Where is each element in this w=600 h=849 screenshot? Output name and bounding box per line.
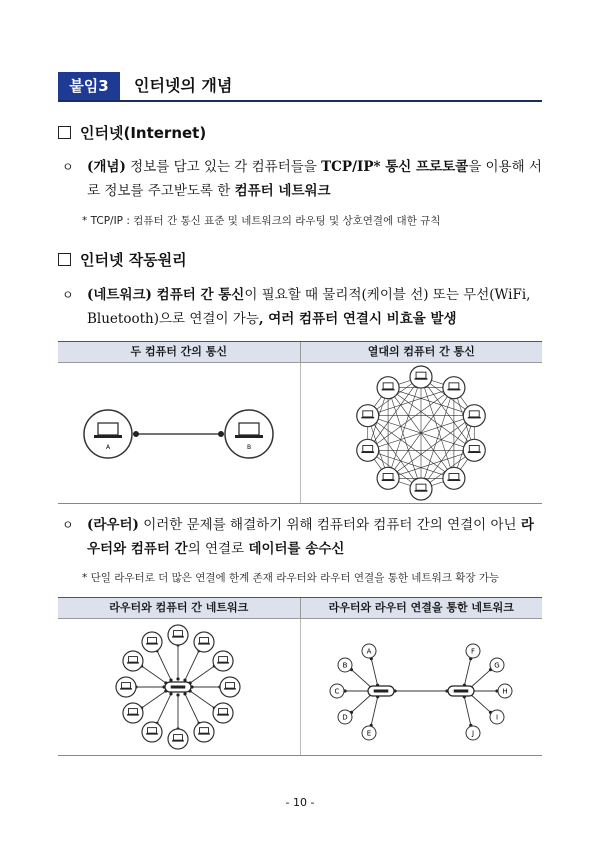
laptop-icon — [383, 383, 393, 389]
laptop-base — [414, 490, 427, 492]
ten-computer-mesh-diagram — [300, 363, 543, 503]
link-line — [190, 691, 214, 708]
host-label: C — [334, 687, 339, 696]
laptop-icon — [448, 473, 458, 479]
laptop-icon — [362, 411, 372, 417]
link-dot — [176, 677, 179, 680]
computer-b-node — [225, 410, 273, 458]
link-dot — [176, 693, 179, 696]
laptop-icon — [239, 423, 259, 435]
mesh-link — [367, 416, 453, 479]
link-line — [351, 695, 371, 713]
router-router-svg — [301, 619, 542, 755]
circle-bullet-icon: ㅇ — [62, 160, 74, 174]
fig2-left-title: 라우터와 컴퓨터 간 네트워크 — [109, 601, 249, 614]
laptop-base — [447, 480, 460, 482]
laptop-base — [217, 714, 229, 716]
laptop-base — [224, 688, 236, 690]
fig2-right-title: 라우터와 라우터 연결을 통한 네트워크 — [300, 598, 543, 618]
node-label-b: B — [246, 444, 252, 451]
footnote-tcpip: * TCP/IP : 컴퓨터 간 통신 표준 및 네트워크의 라우팅 및 상호연결에 대한 규칙 — [82, 215, 441, 227]
link-line — [371, 697, 378, 726]
laptop-base — [198, 733, 210, 735]
laptop-icon — [416, 372, 426, 378]
computer-a-node — [84, 410, 132, 458]
laptop-icon — [469, 445, 479, 451]
laptop-icon — [469, 411, 479, 417]
laptop-base — [414, 378, 427, 380]
laptop-icon — [362, 445, 372, 451]
laptop-base — [127, 714, 139, 716]
router-icon-bar — [373, 690, 388, 693]
router-icon-bar — [171, 686, 186, 689]
laptop-base — [172, 636, 184, 638]
link-line — [470, 670, 490, 688]
laptop-icon — [122, 683, 131, 689]
link-line — [351, 670, 371, 688]
laptop-base — [146, 643, 158, 645]
section-principle-heading: 인터넷 작동원리 — [58, 249, 187, 270]
laptop-base — [217, 662, 229, 664]
laptop-icon — [219, 709, 228, 715]
laptop-base — [381, 480, 394, 482]
link-line — [190, 666, 214, 683]
laptop-icon — [448, 383, 458, 389]
paragraph-network: ㅇ (네트워크) 컴퓨터 간 통신이 필요할 때 물리적(케이블 선) 또는 무선(WiFi, Bluetooth)으로 연결이 가능, 여러 컴퓨터 연결시 비효율 발생 — [62, 283, 542, 331]
laptop-icon — [174, 735, 183, 741]
square-bullet-icon — [58, 253, 71, 266]
laptop-icon — [200, 728, 209, 734]
laptop-icon — [416, 484, 426, 490]
two-computer-svg — [58, 363, 299, 503]
host-label: A — [366, 647, 371, 656]
host-label: E — [366, 729, 371, 738]
figure-computer-communication — [58, 341, 542, 504]
attachment-badge: 붙임3 — [58, 72, 120, 100]
fig1-right-title: 열대의 컴퓨터 간 통신 — [300, 342, 543, 362]
circle-bullet-icon: ㅇ — [62, 518, 74, 532]
paragraph-router: ㅇ (라우터) 이러한 문제를 해결하기 위해 컴퓨터와 컴퓨터 간의 연결이 아닌 라우터와 컴퓨터 간의 연결로 데이터를 송수신 — [62, 513, 542, 561]
laptop-base — [120, 688, 132, 690]
host-label: H — [501, 687, 508, 696]
router-star-diagram — [58, 619, 300, 755]
link-line — [157, 694, 171, 723]
laptop-icon — [200, 638, 209, 644]
laptop-base — [146, 733, 158, 735]
link-line — [464, 697, 471, 726]
laptop-icon — [383, 473, 393, 479]
laptop-base — [467, 452, 480, 454]
header-rule — [58, 100, 542, 102]
two-computer-diagram — [58, 363, 300, 503]
link-line — [157, 651, 171, 680]
laptop-icon — [128, 657, 137, 663]
laptop-icon — [128, 709, 137, 715]
host-label: I — [495, 713, 498, 722]
link-line — [185, 694, 199, 723]
laptop-icon — [148, 638, 157, 644]
link-dot — [169, 678, 172, 681]
link-dot — [218, 431, 224, 437]
laptop-base — [467, 417, 480, 419]
link-dot — [183, 678, 186, 681]
host-label: J — [471, 729, 474, 738]
square-bullet-icon — [58, 126, 71, 139]
link-line — [371, 659, 377, 686]
node-label-a: A — [105, 444, 111, 451]
laptop-icon — [98, 423, 118, 435]
laptop-base — [172, 740, 184, 742]
fig1-left-title: 두 컴퓨터 간의 통신 — [130, 345, 227, 358]
link-line — [185, 651, 199, 680]
laptop-base — [447, 389, 460, 391]
laptop-base — [127, 662, 139, 664]
page-number: - 10 - — [285, 796, 315, 809]
laptop-base — [361, 452, 374, 454]
link-line — [470, 695, 490, 713]
link-dot — [169, 692, 172, 695]
router-router-diagram — [300, 619, 543, 755]
attachment-header — [58, 72, 542, 100]
mesh-link — [388, 388, 474, 451]
laptop-icon — [226, 683, 235, 689]
figure-router-network — [58, 597, 542, 756]
attachment-title: 인터넷의 개념 — [134, 76, 233, 95]
mesh-svg — [301, 363, 542, 503]
link-dot — [183, 692, 186, 695]
laptop-icon — [148, 728, 157, 734]
link-line — [142, 691, 166, 708]
link-line — [142, 666, 166, 683]
host-label: B — [342, 661, 347, 670]
host-label: G — [493, 661, 500, 670]
host-label: D — [341, 713, 348, 722]
host-label: F — [470, 647, 475, 656]
laptop-icon — [174, 631, 183, 637]
circle-bullet-icon: ㅇ — [62, 288, 74, 302]
link-line — [464, 659, 470, 686]
laptop-base — [361, 417, 374, 419]
section-internet-heading: 인터넷(Internet) — [58, 122, 206, 143]
footnote-router: * 단일 라우터로 더 많은 연결에 한계 존재 라우터와 라우터 연결을 통한 네트워크 확장 가능 — [82, 572, 500, 584]
router-icon-bar — [453, 690, 468, 693]
laptop-icon — [219, 657, 228, 663]
link-dot — [133, 431, 139, 437]
laptop-base — [381, 389, 394, 391]
router-star-svg — [58, 619, 299, 755]
paragraph-internet-concept: ㅇ (개념) 정보를 담고 있는 각 컴퓨터들을 TCP/IP* 통신 프로토콜을 이용해 서로 정보를 주고받도록 한 컴퓨터 네트워크 — [62, 155, 542, 203]
laptop-base — [198, 643, 210, 645]
